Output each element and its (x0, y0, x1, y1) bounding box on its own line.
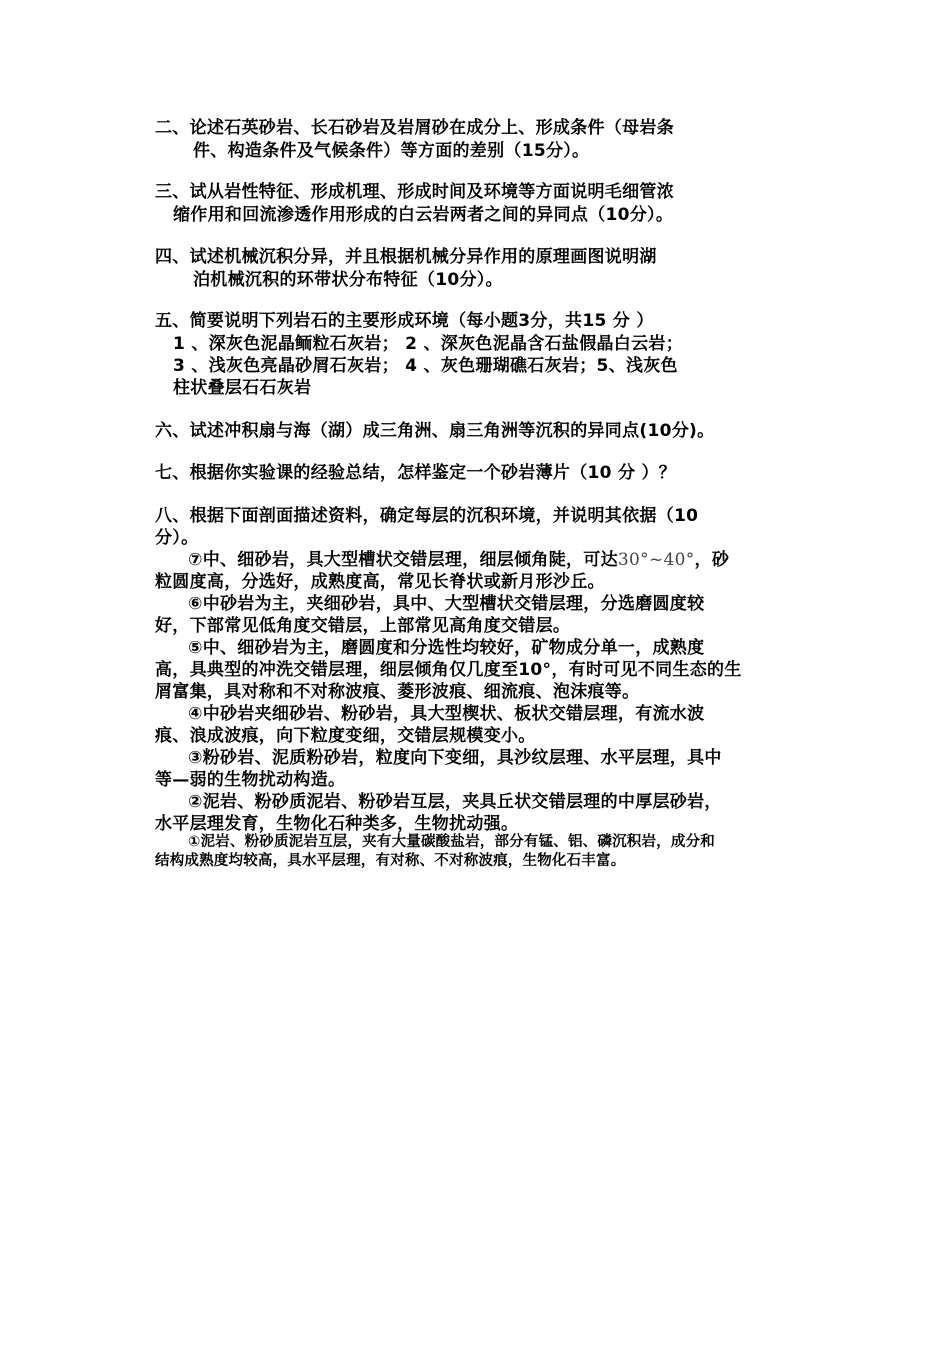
q8-layer4-line2: 痕、浪成波痕，向下粒度变细，交错层规模变小。 (155, 726, 536, 746)
q5-line1: 五、简要说明下列岩石的主要形成环境（每小题3分，共15 分 ） (155, 311, 654, 331)
q8-layer3-line2: 等—弱的生物扰动构造。 (155, 770, 346, 790)
q8-line1: 八、根据下面剖面描述资料，确定每层的沉积环境，并说明其依据（10 (155, 506, 699, 526)
q5-line2: 1 、深灰色泥晶鲕粒石灰岩； 2 、深灰色泥晶含石盐假晶白云岩； (173, 334, 684, 354)
q2-line1: 二、论述石英砂岩、长石砂岩及岩屑砂在成分上、形成条件（母岩条 (155, 118, 674, 138)
q8-layer3-line1: ③粉砂岩、泥质粉砂岩，粒度向下变细，具沙纹层理、水平层理，具中 (188, 748, 722, 768)
q5-line3: 3 、浅灰色亮晶砂屑石灰岩； 4 、灰色珊瑚礁石灰岩；5、浅灰色 (173, 356, 678, 376)
q8-layer5-line2: 高，具典型的冲洗交错层理，细层倾角仅几度至10°，有时可见不同生态的生 (155, 660, 742, 680)
q8-line2: 分）。 (155, 528, 199, 548)
q2-line2: 件、构造条件及气候条件）等方面的差别（15分）。 (193, 141, 590, 161)
q8-layer5-line1: ⑤中、细砂岩为主，磨圆度和分选性均较好，矿物成分单一，成熟度 (188, 638, 705, 658)
q8-layer1-line2: 结构成熟度均较高，具水平层理，有对称、不对称波痕，生物化石丰富。 (155, 853, 626, 869)
q3-line2: 缩作用和回流渗透作用形成的白云岩两者之间的异同点（10分）。 (173, 205, 674, 225)
q4-line1: 四、试述机械沉积分异，并且根据机械分异作用的原理画图说明湖 (155, 247, 657, 267)
q8-layer7-text-b: ，砂 (694, 550, 730, 570)
q8-layer2-line2: 水平层理发育，生物化石种类多，生物扰动强。 (155, 814, 519, 834)
q8-layer6-line1: ⑥中砂岩为主，夹细砂岩，具中、大型槽状交错层理，分选磨圆度较 (188, 594, 705, 614)
q8-layer1-line1: ①泥岩、粉砂质泥岩互层，夹有大量碳酸盐岩，部分有锰、铝、磷沉积岩，成分和 (188, 834, 715, 850)
q8-layer7-text-a: ⑦中、细砂岩，具大型槽状交错层理，细层倾角陡，可达 (188, 550, 618, 570)
q3-line1: 三、试从岩性特征、形成机理、形成时间及环境等方面说明毛细管浓 (155, 182, 674, 202)
q5-line4: 柱状叠层石石灰岩 (173, 378, 312, 398)
q8-layer2-line1: ②泥岩、粉砂质泥岩、粉砂岩互层，夹具丘状交错层理的中厚层砂岩， (188, 792, 722, 812)
q8-layer5-line3: 屑富集，具对称和不对称波痕、菱形波痕、细流痕、泡沫痕等。 (155, 682, 640, 702)
q6-line1: 六、试述冲积扇与海（湖）成三角洲、扇三角洲等沉积的异同点(10分)。 (155, 421, 715, 441)
q7-line1: 七、根据你实验课的经验总结，怎样鉴定一个砂岩薄片（10 分 ）？ (155, 463, 677, 483)
q8-layer7-degree-range: 30°~40° (617, 550, 695, 570)
q4-line2: 泊机械沉积的环带状分布特征（10分）。 (193, 270, 503, 290)
q8-layer7-line2: 粒圆度高，分选好，成熟度高，常见长脊状或新月形沙丘。 (155, 572, 605, 592)
q8-layer4-line1: ④中砂岩夹细砂岩、粉砂岩，具大型楔状、板状交错层理，有流水波 (188, 704, 705, 724)
q8-layer7-line1 (188, 549, 729, 571)
q8-layer6-line2: 好，下部常见低角度交错层，上部常见高角度交错层。 (155, 616, 571, 636)
